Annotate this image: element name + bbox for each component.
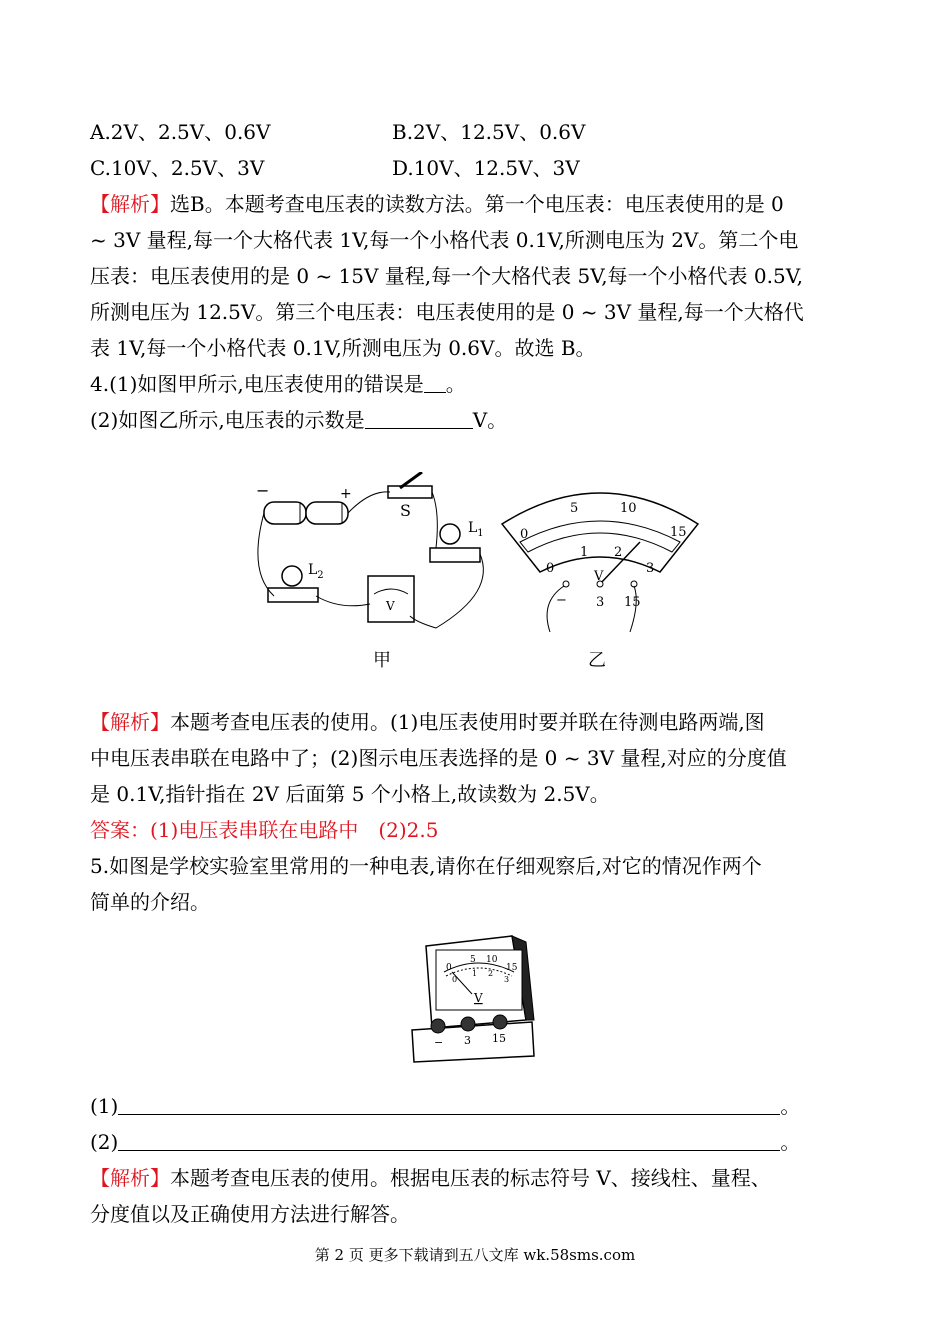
answer-blank[interactable] xyxy=(365,408,473,429)
scale-top-label: 0 xyxy=(446,963,452,973)
scale-top-label: 0 xyxy=(520,527,529,542)
battery-plus-label: + xyxy=(340,486,352,502)
option-b: B.2V、12.5V、0.6V xyxy=(392,120,586,144)
analysis-5-line-1: 【解析】本题考查电压表的使用。根据电压表的标志符号 V、接线柱、量程、 xyxy=(90,1166,771,1190)
meter-v-label: V xyxy=(474,991,483,1005)
analysis-tag: 【解析】 xyxy=(90,192,170,216)
analysis-3-line-3: 压表：电压表使用的是 0 ~ 15V 量程,每一个大格代表 5V,每一个小格代表 0.5V, xyxy=(90,264,804,288)
battery-icon xyxy=(264,502,348,524)
option-a: A.2V、2.5V、0.6V xyxy=(90,120,271,144)
scale-bottom-label: 2 xyxy=(488,969,494,978)
analysis-3-line-1: 【解析】选B。本题考查电压表的读数方法。第一个电压表：电压表使用的是 0 xyxy=(90,192,784,216)
scale-top-label: 15 xyxy=(506,963,518,973)
blank-line-1: (1) 。 xyxy=(90,1094,801,1118)
answer-blank[interactable] xyxy=(424,372,446,393)
analysis-4-line-3: 是 0.1V,指针指在 2V 后面第 5 个小格上,故读数为 2.5V。 xyxy=(90,782,610,806)
analysis-tag: 【解析】 xyxy=(90,1166,170,1190)
scale-bottom-label: 0 xyxy=(452,975,458,984)
wire xyxy=(432,492,437,548)
wire xyxy=(316,596,370,606)
terminal-label: − xyxy=(434,1036,444,1049)
terminal-minus-label: − xyxy=(556,593,567,608)
terminal-label: 15 xyxy=(492,1032,506,1045)
scale-top-label: 15 xyxy=(670,525,687,540)
terminal-label: 3 xyxy=(464,1034,471,1047)
page-footer: 第 2 页 更多下载请到五八文库 wk.58sms.com xyxy=(314,1246,636,1264)
blank-line-2: (2) 。 xyxy=(90,1130,801,1154)
circuit-figure xyxy=(240,472,710,642)
terminal-15-label: 15 xyxy=(624,595,641,610)
scale-top-label: 5 xyxy=(570,501,579,516)
answer-blank[interactable] xyxy=(118,1130,780,1151)
scale-bottom-label: 0 xyxy=(546,561,555,576)
analysis-3-line-5: 表 1V,每一个小格代表 0.1V,所测电压为 0.6V。故选 B。 xyxy=(90,336,596,360)
scale-bottom-label: 1 xyxy=(472,969,478,978)
scale-bottom-label: 3 xyxy=(504,975,510,984)
scale-bottom-label: 3 xyxy=(646,561,655,576)
bulb-l2-label: $L_2$ xyxy=(308,562,324,581)
terminal-3-label: 3 xyxy=(596,595,605,610)
figure-caption-yi: 乙 xyxy=(588,650,606,671)
analysis-4-line-2: 中电压表串联在电路中了；(2)图示电压表选择的是 0 ~ 3V 量程,对应的分度值 xyxy=(90,746,787,770)
switch-icon xyxy=(388,472,432,498)
analysis-5-line-2: 分度值以及正确使用方法进行解答。 xyxy=(90,1202,410,1226)
bulb-l1-label: $L_1$ xyxy=(468,520,484,539)
voltmeter-label: V xyxy=(386,599,395,613)
scale-top-label: 10 xyxy=(620,501,637,516)
analysis-3-line-4: 所测电压为 12.5V。第三个电压表：电压表使用的是 0 ~ 3V 量程,每一个大格代 xyxy=(90,300,804,324)
meter-dial-icon xyxy=(502,493,698,632)
question-4-part-1: 4.(1)如图甲所示,电压表使用的错误是 。 xyxy=(90,372,466,396)
answer-4: 答案：(1)电压表串联在电路中 (2)2.5 xyxy=(90,818,439,842)
scale-bottom-label: 2 xyxy=(614,545,623,560)
switch-label: S xyxy=(400,501,411,520)
question-4-part-2: (2)如图乙所示,电压表的示数是 V。 xyxy=(90,408,508,432)
option-c: C.10V、2.5V、3V xyxy=(90,156,265,180)
wire xyxy=(258,513,274,596)
voltmeter-figure xyxy=(408,932,538,1064)
question-5-line-1: 5.如图是学校实验室里常用的一种电表,请你在仔细观察后,对它的情况作两个 xyxy=(90,854,762,878)
figure-caption-jia: 甲 xyxy=(373,650,391,671)
scale-top-label: 5 xyxy=(470,955,476,965)
scale-bottom-label: 1 xyxy=(580,545,589,560)
option-d: D.10V、12.5V、3V xyxy=(392,156,580,180)
answer-blank[interactable] xyxy=(118,1094,780,1115)
battery-minus-label: − xyxy=(256,481,270,500)
question-5-line-2: 简单的介绍。 xyxy=(90,890,210,914)
analysis-4-line-1: 【解析】本题考查电压表的使用。(1)电压表使用时要并联在待测电路两端,图 xyxy=(90,710,765,734)
wire xyxy=(410,554,483,628)
dial-v-label: V xyxy=(594,569,604,584)
wire xyxy=(348,492,390,513)
scale-top-label: 10 xyxy=(486,955,498,965)
analysis-3-line-2: ~ 3V 量程,每一个大格代表 1V,每一个小格代表 0.1V,所测电压为 2V。第二个电 xyxy=(90,228,799,252)
analysis-tag: 【解析】 xyxy=(90,710,170,734)
